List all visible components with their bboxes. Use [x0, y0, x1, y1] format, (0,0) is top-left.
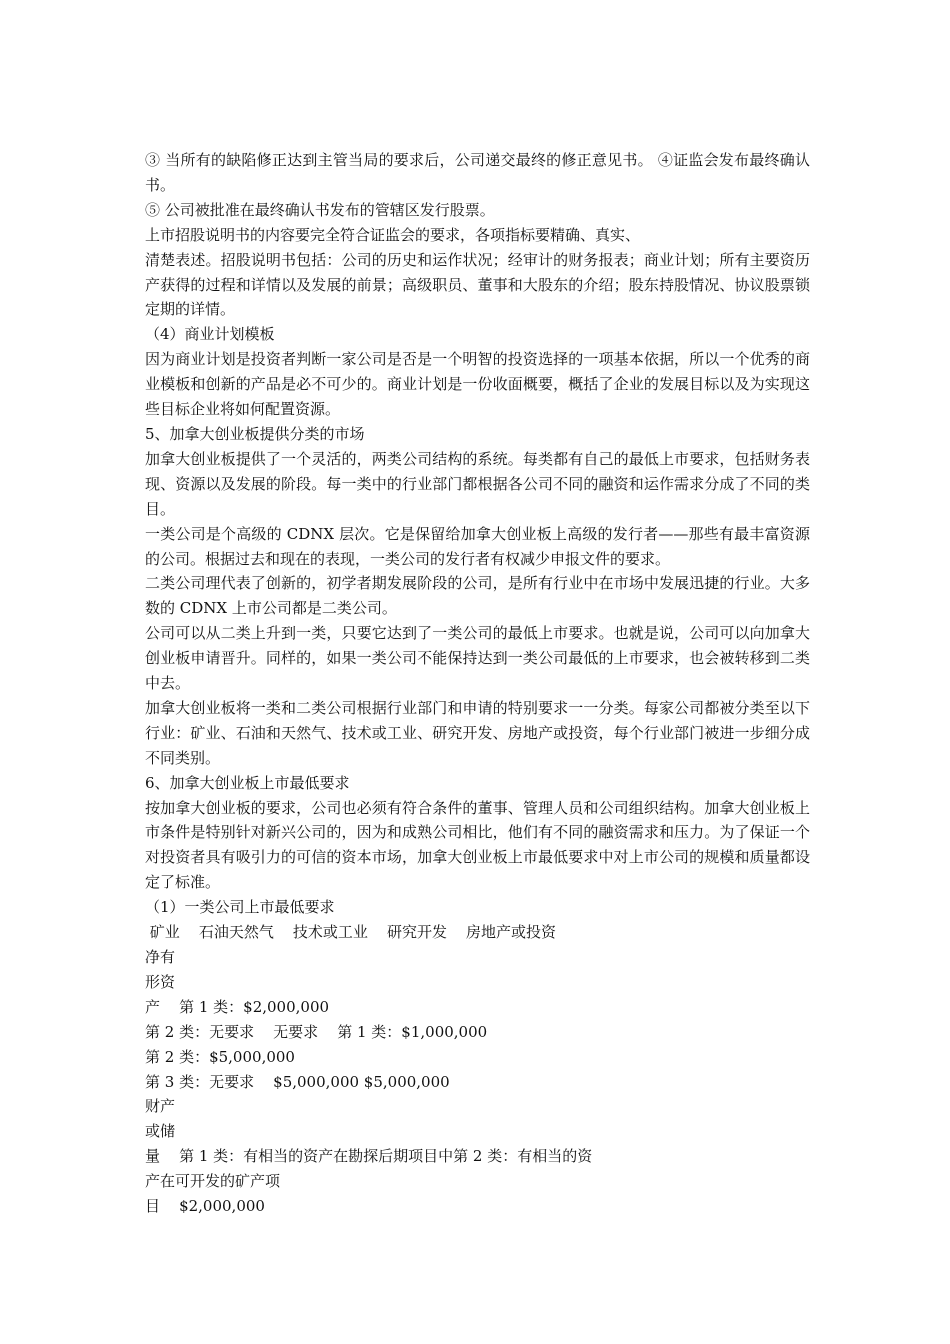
paragraph-tier-2: 二类公司理代表了创新的，初学者期发展阶段的公司，是所有行业中在市场中发展迅捷的行业。大多数的 CDNX 上市公司都是二类公司。	[145, 574, 810, 618]
table-line: 第 2 类：$5,000,000	[145, 1047, 295, 1066]
heading-section-6: 6、加拿大创业板上市最低要求	[145, 773, 350, 792]
table-line: 或储	[145, 1122, 176, 1141]
paragraph-business-plan: 因为商业计划是投资者判断一家公司是否是一个明智的投资选择的一项基本依据，所以一个优秀的商业模板和创新的产品是必不可少的。商业计划是一份收面概要，概括了企业的发展目标以及为实现这些目标企业将如何配置资源。	[145, 350, 810, 419]
table-line: 产在可开发的矿产项	[145, 1172, 281, 1191]
document-page	[145, 148, 810, 1219]
paragraph-tier-promotion: 公司可以从二类上升到一类，只要它达到了一类公司的最低上市要求。也就是说，公司可以向加拿大创业板申请晋升。同样的，如果一类公司不能保持达到一类公司最低的上市要求，也会被转移到二类中去。	[145, 624, 810, 693]
requirements-table	[145, 920, 810, 1219]
paragraph-minimum-requirements: 按加拿大创业板的要求，公司也必须有符合条件的董事、管理人员和公司组织结构。加拿大创业板上市条件是特别针对新兴公司的，因为和成熟公司相比，他们有不同的融资需求和压力。为了保证一个对投资者具有吸引力的可信的资本市场，加拿大创业板上市最低要求中对上市公司的规模和质量都设定了标准。	[145, 798, 810, 892]
heading-section-5: 5、加拿大创业板提供分类的市场	[145, 424, 365, 443]
table-line: 净有	[145, 948, 176, 966]
paragraph-correction-final: ③ 当所有的缺陷修正达到主管当局的要求后，公司递交最终的修正意见书。 ④证监会发布最终确认书。	[145, 151, 810, 194]
table-line: 第 2 类：无要求 无要求 第 1 类：$1,000,000	[145, 1022, 488, 1041]
paragraph-industry-classification: 加拿大创业板将一类和二类公司根据行业部门和申请的特别要求一一分类。每家公司都被分类至以下行业：矿业、石油和天然气、技术或工业、研究开发、房地产或投资，每个行业部门被进一步细分成不同类别。	[145, 698, 810, 767]
paragraph-tier-1: 一类公司是个高级的 CDNX 层次。它是保留给加拿大创业板上高级的发行者——那些有最丰富资源的公司。根据过去和现在的表现，一类公司的发行者有权减少申报文件的要求。	[145, 524, 810, 568]
heading-tier-1-minimum: （1）一类公司上市最低要求	[145, 898, 335, 917]
table-line: 目 $2,000,000	[145, 1197, 265, 1216]
table-line: 财产	[145, 1097, 176, 1116]
paragraph-two-tier-system: 加拿大创业板提供了一个灵活的，两类公司结构的系统。每类都有自己的最低上市要求，包括财务表现、资源以及发展的阶段。每一类中的行业部门都根据各公司不同的融资和运作需求分成了不同的类目。	[145, 449, 810, 518]
paragraph-prospectus-contents: 清楚表述。招股说明书包括：公司的历史和运作状况；经审计的财务报表；商业计划；所有主要资历产获得的过程和详情以及发展的前景；高级职员、董事和大股东的介绍；股东持股情况、协议股票锁定期的详情。	[145, 250, 810, 319]
table-line: 量 第 1 类：有相当的资产在勘探后期项目中第 2 类：有相当的资	[145, 1147, 593, 1166]
paragraph-approval: ⑤ 公司被批准在最终确认书发布的管辖区发行股票。	[145, 200, 495, 219]
table-header-row: 矿业 石油天然气 技术或工业 研究开发 房地产或投资	[145, 923, 557, 942]
heading-business-plan-template: （4）商业计划模板	[145, 325, 275, 344]
paragraph-prospectus-intro: 上市招股说明书的内容要完全符合证监会的要求，各项指标要精确、真实、	[145, 225, 641, 244]
table-line: 形资	[145, 972, 176, 991]
table-line: 产 第 1 类：$2,000,000	[145, 997, 330, 1016]
table-line: 第 3 类：无要求 $5,000,000 $5,000,000	[145, 1072, 450, 1091]
